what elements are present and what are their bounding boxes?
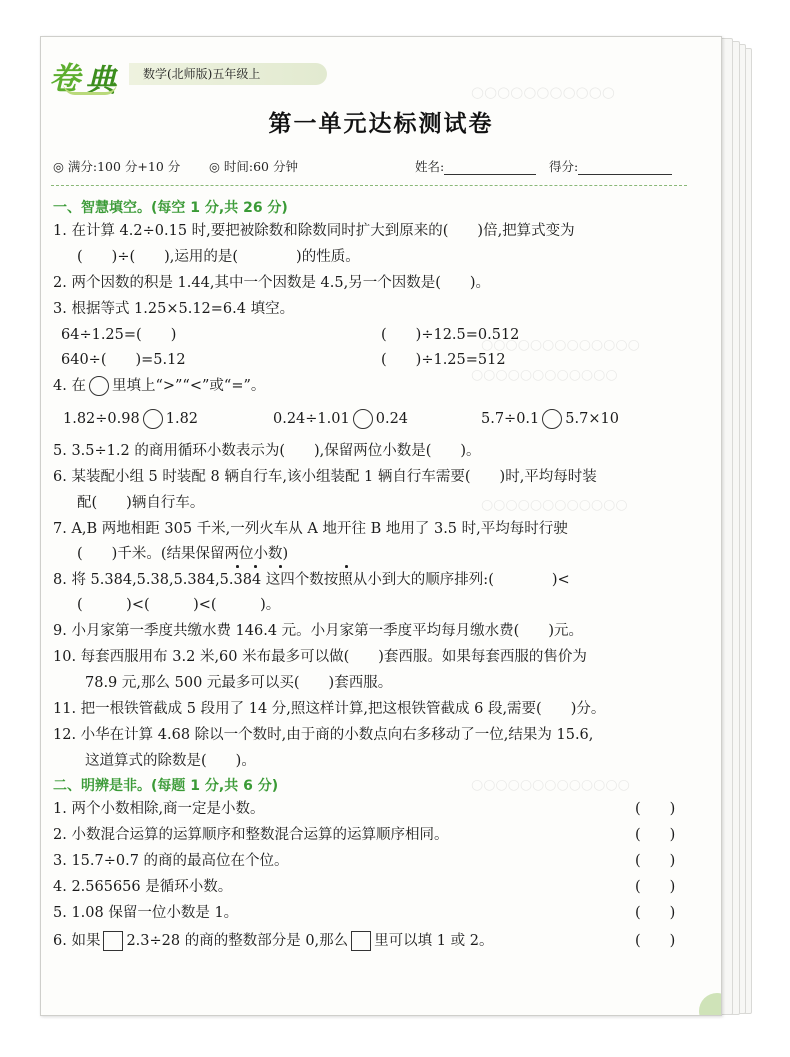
tf-item-6 xyxy=(53,931,493,951)
score-field xyxy=(549,157,672,175)
score-blank[interactable] xyxy=(578,160,672,175)
show-through: ○○○○○○○○○○○ xyxy=(471,83,615,101)
q3-a: 64÷1.25=( ) xyxy=(61,327,177,343)
q4-1-left: 1.82÷0.98 xyxy=(63,411,140,427)
tf-bracket-3[interactable]: ( ) xyxy=(635,853,676,869)
q10-line-1: 10. 每套西服用布 3.2 米,60 米布最多可以做( )套西服。如果每套西服的售价为 xyxy=(53,649,587,665)
q4-1-circle[interactable] xyxy=(143,409,163,429)
section-1-title: 一、智慧填空。(每空 1 分,共 26 分) xyxy=(53,200,288,216)
tf-item-3: 3. 15.7÷0.7 的商的最高位在个位。 xyxy=(53,853,289,869)
tf-item-1: 1. 两个小数相除,商一定是小数。 xyxy=(53,801,265,817)
tf-bracket-4[interactable]: ( ) xyxy=(635,879,676,895)
tf6-square-2 xyxy=(351,931,371,951)
q4-text-a: 4. 在 xyxy=(53,378,86,394)
q8-line-1: 8. 将 5.384,5.38,5.384,5.384 这四个数按照从小到大的顺序排列:( )< xyxy=(53,572,570,588)
header-divider xyxy=(51,185,687,186)
q4-3-left: 5.7÷0.1 xyxy=(481,411,540,427)
page-corner-decoration xyxy=(699,993,722,1016)
q12-line-2: 这道算式的除数是( )。 xyxy=(85,753,256,769)
tf-bracket-1[interactable]: ( ) xyxy=(635,801,676,817)
name-field xyxy=(415,157,536,175)
q4-item-2 xyxy=(273,409,408,429)
section-2-title: 二、明辨是非。(每题 1 分,共 6 分) xyxy=(53,778,279,794)
q4-1-right: 1.82 xyxy=(165,411,199,427)
page-title: 第一单元达标测试卷 xyxy=(268,110,494,137)
tf-item-5: 5. 1.08 保留一位小数是 1。 xyxy=(53,905,239,921)
q6-line-2: 配( )辆自行车。 xyxy=(77,495,205,511)
q7-line-2: ( )千米。(结果保留两位小数) xyxy=(77,546,289,562)
tf-bracket-5[interactable]: ( ) xyxy=(635,905,676,921)
name-blank[interactable] xyxy=(444,160,536,175)
q4-2-left: 0.24÷1.01 xyxy=(273,411,350,427)
tf-bracket-2[interactable]: ( ) xyxy=(635,827,676,843)
q5: 5. 3.5÷1.2 的商用循环小数表示为( ),保留两位小数是( )。 xyxy=(53,443,481,459)
q6-line-1: 6. 某装配小组 5 时装配 8 辆自行车,该小组装配 1 辆自行车需要( )时,平均每时装 xyxy=(53,469,597,485)
logo-char-2: 典 xyxy=(85,63,116,99)
q12-line-1: 12. 小华在计算 4.68 除以一个数时,由于商的小数点向右多移动了一位,结果为 15.6, xyxy=(53,727,594,743)
score-label: 得分: xyxy=(549,159,579,174)
q4-text-b: 里填上“>”“<”或“=”。 xyxy=(111,378,266,394)
q4-2-circle[interactable] xyxy=(353,409,373,429)
repeat-dot xyxy=(345,565,348,568)
time-limit: ◎ 时间:60 分钟 xyxy=(209,159,298,174)
repeat-dot xyxy=(279,565,282,568)
repeat-dot xyxy=(254,565,257,568)
tf6-text-c: 里可以填 1 或 2。 xyxy=(374,933,494,949)
q3-c: 640÷( )=5.12 xyxy=(61,352,186,368)
subject-banner: 数学(北师版)五年级上 xyxy=(129,63,327,85)
q3-b: ( )÷12.5=0.512 xyxy=(381,327,520,343)
show-through: ○○○○○○○○○○○○○ xyxy=(481,337,640,353)
tf-item-2: 2. 小数混合运算的运算顺序和整数混合运算的运算顺序相同。 xyxy=(53,827,449,843)
q8-line-2: ( )<( )<( )。 xyxy=(77,597,281,613)
q7-line-1: 7. A,B 两地相距 305 千米,一列火车从 A 地开往 B 地用了 3.5 时,平均每时行驶 xyxy=(53,521,568,537)
q4-stem xyxy=(53,376,265,396)
q4-3-circle[interactable] xyxy=(542,409,562,429)
repeat-dot xyxy=(236,565,239,568)
q2: 2. 两个因数的积是 1.44,其中一个因数是 4.5,另一个因数是( )。 xyxy=(53,275,491,291)
tf-item-4: 4. 2.565656 是循环小数。 xyxy=(53,879,233,895)
tf6-text-b: 2.3÷28 的商的整数部分是 0,那么 xyxy=(126,933,349,949)
tf6-square-1 xyxy=(103,931,123,951)
q11: 11. 把一根铁管截成 5 段用了 14 分,照这样计算,把这根铁管截成 6 段,需要( )分。 xyxy=(53,701,606,717)
compare-circle xyxy=(89,376,109,396)
q4-item-3 xyxy=(481,409,619,429)
q9: 9. 小月家第一季度共缴水费 146.4 元。小月家第一季度平均每月缴水费( )元。 xyxy=(53,623,583,639)
tf6-text-a: 6. 如果 xyxy=(53,933,101,949)
q4-2-right: 0.24 xyxy=(375,411,409,427)
q1-line-1: 1. 在计算 4.2÷0.15 时,要把被除数和除数同时扩大到原来的( )倍,把算式变为 xyxy=(53,223,575,239)
test-paper xyxy=(40,36,722,1016)
show-through: ○○○○○○○○○○○○ xyxy=(471,367,618,383)
show-through: ○○○○○○○○○○○○ xyxy=(481,497,628,513)
q4-3-right: 5.7×10 xyxy=(565,411,619,427)
q3-stem: 3. 根据等式 1.25×5.12=6.4 填空。 xyxy=(53,301,295,317)
name-label: 姓名: xyxy=(415,159,445,174)
q4-item-1 xyxy=(63,409,198,429)
logo-swirl xyxy=(63,83,117,95)
brand-logo xyxy=(49,53,139,97)
full-marks: ◎ 满分:100 分+10 分 xyxy=(53,159,181,174)
show-through: ○○○○○○○○○○○○○ xyxy=(471,777,630,793)
tf-bracket-6[interactable]: ( ) xyxy=(635,933,676,949)
q10-line-2: 78.9 元,那么 500 元最多可以买( )套西服。 xyxy=(85,675,393,691)
logo-char-1: 卷 xyxy=(49,61,80,97)
q1-line-2: ( )÷( ),运用的是( )的性质。 xyxy=(77,249,360,265)
q3-d: ( )÷1.25=512 xyxy=(381,352,506,368)
